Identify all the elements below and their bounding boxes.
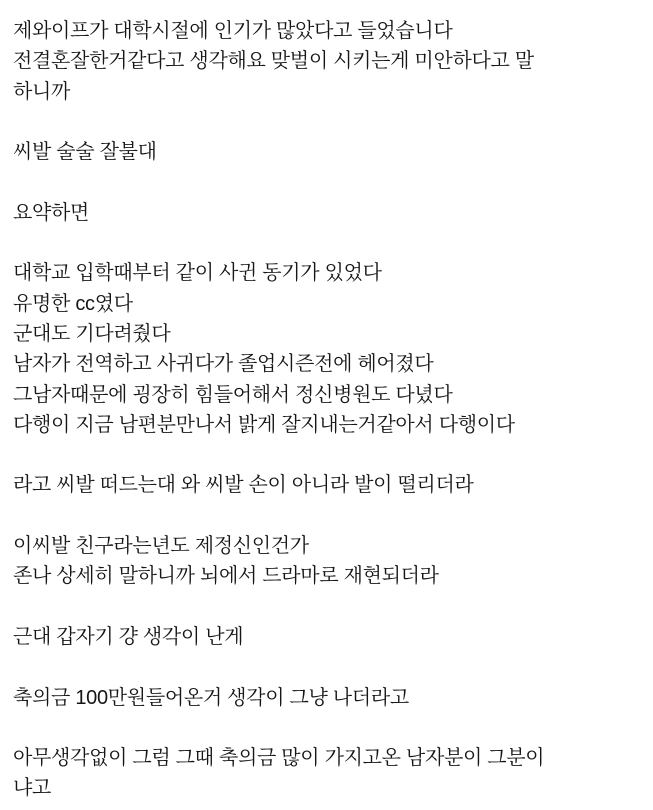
paragraph — [13, 531, 639, 592]
paragraph — [13, 137, 639, 167]
text-line: 아무생각없이 그럼 그때 축의금 많이 가지고온 남자분이 그분이 — [13, 747, 545, 770]
paragraph — [13, 470, 639, 500]
text-line: 다행이 지금 남편분만나서 밝게 잘지내는거같아서 다행이다 — [13, 413, 515, 436]
text-line: 남자가 전역하고 사귀다가 졸업시즌전에 헤어졌다 — [13, 353, 434, 376]
paragraph — [13, 743, 639, 804]
text-line: 이씨발 친구라는년도 제정신인건가 — [13, 535, 309, 558]
text-line: 축의금 100만원들어온거 생각이 그냥 나더라고 — [13, 686, 409, 709]
paragraph — [13, 683, 639, 713]
text-line: 존나 상세히 말하니까 뇌에서 드라마로 재현되더라 — [13, 565, 439, 588]
paragraph — [13, 16, 639, 107]
paragraph — [13, 258, 639, 440]
text-line: 냐고 — [13, 777, 52, 800]
text-line: 근대 갑자기 걍 생각이 난게 — [13, 625, 244, 648]
text-line: 요약하면 — [13, 201, 90, 224]
paragraph — [13, 198, 639, 228]
text-line: 그남자때문에 굉장히 힘들어해서 정신병원도 다녔다 — [13, 383, 453, 406]
text-line: 제와이프가 대학시절에 인기가 많았다고 들었습니다 — [13, 20, 453, 42]
text-line: 군대도 기다려줬다 — [13, 322, 171, 345]
text-line: 대학교 입학때부터 같이 사귄 동기가 있었다 — [13, 262, 382, 285]
text-line: 유명한 cc였다 — [13, 292, 133, 315]
text-line: 하니까 — [13, 80, 71, 103]
paragraph — [13, 622, 639, 652]
text-line: 라고 씨발 떠드는대 와 씨발 손이 아니라 발이 떨리더라 — [13, 474, 474, 497]
text-line: 씨발 술술 잘불대 — [13, 141, 157, 164]
text-line: 전결혼잘한거같다고 생각해요 맞벌이 시키는게 미안하다고 말 — [13, 50, 534, 73]
